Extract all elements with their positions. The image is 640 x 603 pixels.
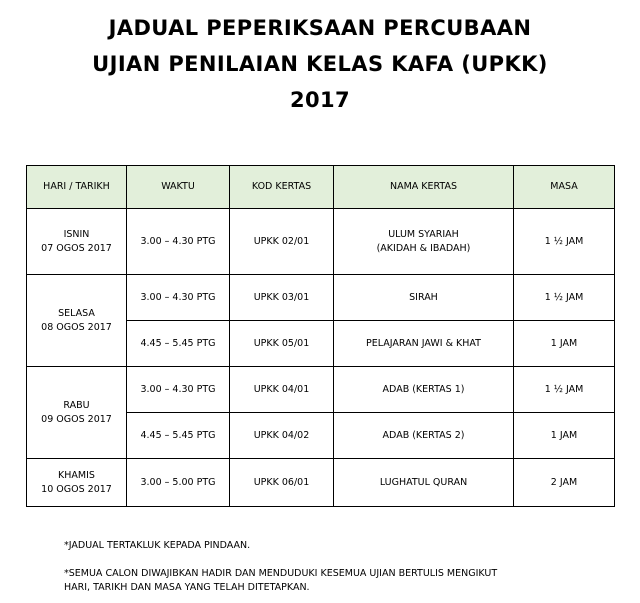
paper-name: ULUM SYARIAH: [388, 228, 459, 240]
time-cell: 3.00 – 5.00 PTG: [127, 459, 230, 507]
time-cell: 3.00 – 4.30 PTG: [127, 367, 230, 413]
duration-cell: 1 JAM: [514, 413, 615, 459]
paper-code-cell: UPKK 04/02: [230, 413, 334, 459]
day-date-cell: [27, 459, 127, 507]
duration-cell: 1 JAM: [514, 321, 615, 367]
time-cell: 3.00 – 4.30 PTG: [127, 275, 230, 321]
date-label: 08 OGOS 2017: [41, 321, 112, 333]
paper-name-sub: (AKIDAH & IBADAH): [376, 242, 471, 254]
paper-name-cell: PELAJARAN JAWI & KHAT: [334, 321, 514, 367]
paper-code-cell: UPKK 05/01: [230, 321, 334, 367]
header-masa: MASA: [514, 166, 615, 209]
footnote-amendment: *JADUAL TERTAKLUK KEPADA PINDAAN.: [64, 540, 251, 551]
paper-code-cell: UPKK 06/01: [230, 459, 334, 507]
table-header-row: [27, 166, 615, 209]
day-date-cell: [27, 275, 127, 367]
footnote-attendance-line-2: HARI, TARIKH DAN MASA YANG TELAH DITETAPKAN.: [64, 582, 310, 593]
table-row: [27, 275, 615, 321]
day-label: RABU: [63, 399, 90, 411]
date-label: 10 OGOS 2017: [41, 483, 112, 495]
paper-code-cell: UPKK 04/01: [230, 367, 334, 413]
paper-name-cell: LUGHATUL QURAN: [334, 459, 514, 507]
time-cell: 3.00 – 4.30 PTG: [127, 209, 230, 275]
title-line-2: UJIAN PENILAIAN KELAS KAFA (UPKK): [92, 52, 548, 76]
paper-name-cell: ADAB (KERTAS 2): [334, 413, 514, 459]
exam-schedule-table: [26, 165, 615, 507]
time-cell: 4.45 – 5.45 PTG: [127, 321, 230, 367]
header-waktu: WAKTU: [127, 166, 230, 209]
paper-name-cell: [334, 209, 514, 275]
table-row: [27, 209, 615, 275]
duration-cell: 1 ½ JAM: [514, 367, 615, 413]
paper-code-cell: UPKK 03/01: [230, 275, 334, 321]
time-cell: 4.45 – 5.45 PTG: [127, 413, 230, 459]
day-date-cell: [27, 209, 127, 275]
document-title: [0, 10, 640, 118]
header-hari-tarikh: HARI / TARIKH: [27, 166, 127, 209]
title-year: 2017: [289, 88, 351, 112]
footnotes: [64, 539, 497, 595]
paper-name-cell: ADAB (KERTAS 1): [334, 367, 514, 413]
date-label: 09 OGOS 2017: [41, 413, 112, 425]
title-line-1: JADUAL PEPERIKSAAN PERCUBAAN: [108, 16, 532, 40]
table-row: [27, 367, 615, 413]
footnote-attendance-line-1: *SEMUA CALON DIWAJIBKAN HADIR DAN MENDUDUKI KESEMUA UJIAN BERTULIS MENGIKUT: [64, 568, 498, 579]
day-date-cell: [27, 367, 127, 459]
duration-cell: 1 ½ JAM: [514, 209, 615, 275]
date-label: 07 OGOS 2017: [41, 242, 112, 254]
header-nama-kertas: NAMA KERTAS: [334, 166, 514, 209]
paper-code-cell: UPKK 02/01: [230, 209, 334, 275]
day-label: KHAMIS: [58, 469, 95, 481]
paper-name-cell: SIRAH: [334, 275, 514, 321]
header-kod-kertas: KOD KERTAS: [230, 166, 334, 209]
day-label: SELASA: [58, 307, 95, 319]
duration-cell: 1 ½ JAM: [514, 275, 615, 321]
day-label: ISNIN: [63, 228, 90, 240]
table-row: [27, 459, 615, 507]
duration-cell: 2 JAM: [514, 459, 615, 507]
